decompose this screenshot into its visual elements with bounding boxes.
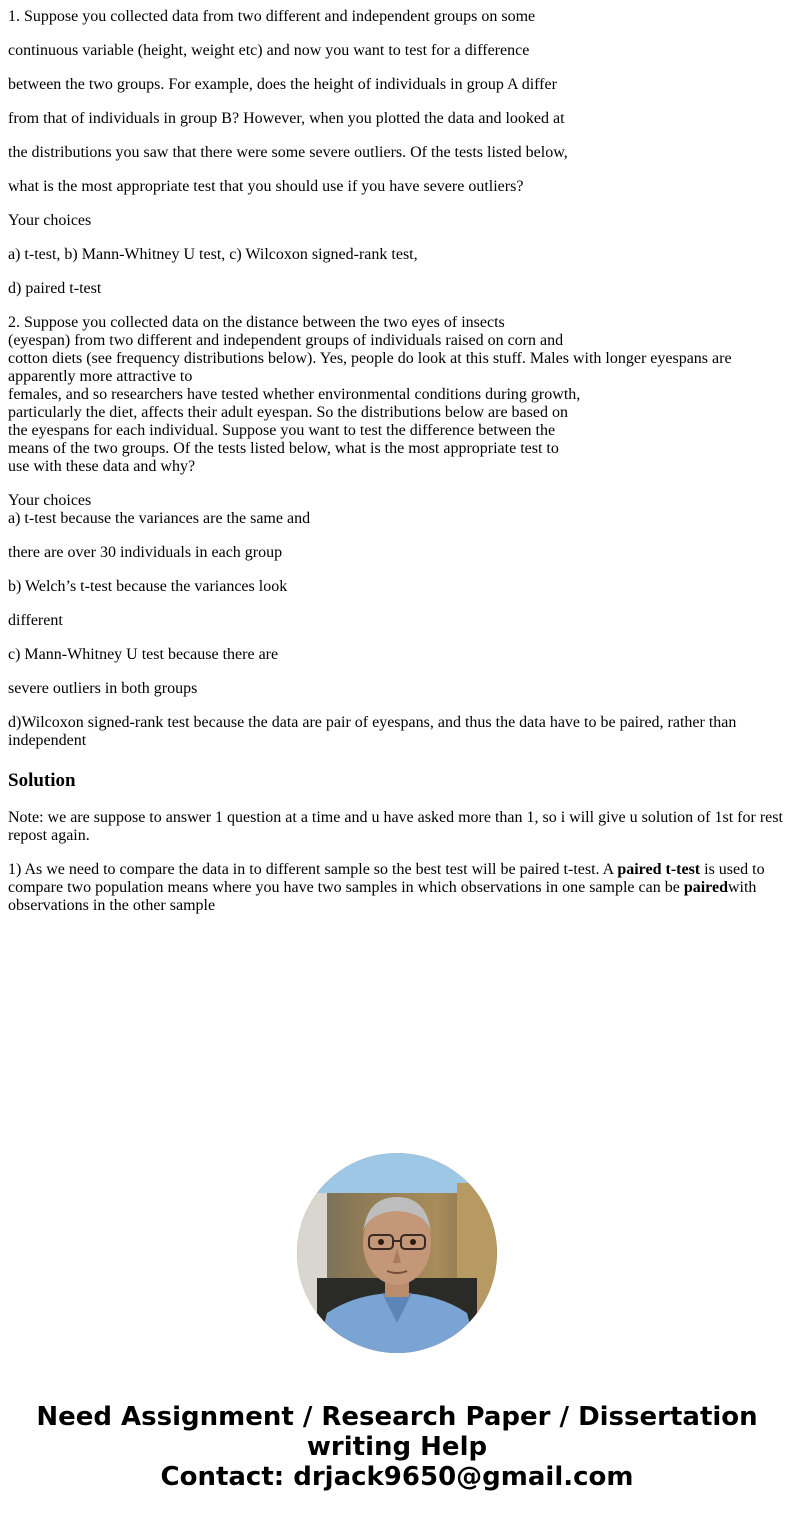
q2-line-3: cotton diets (see frequency distributions below). Yes, people do look at this stuff. Males with longer eyespans are apparently more attractive to xyxy=(8,350,732,385)
q2-line-2: (eyespan) from two different and independent groups of individuals raised on corn and xyxy=(8,332,564,349)
q2-line-7: means of the two groups. Of the tests listed below, what is the most appropriate test to xyxy=(8,440,559,457)
q1-line-1: 1. Suppose you collected data from two different and independent groups on some xyxy=(8,8,536,25)
q2-line-1: 2. Suppose you collected data on the distance between the two eyes of insects xyxy=(8,314,505,331)
q2-choices-label: Your choices xyxy=(8,492,92,509)
author-portrait-icon xyxy=(297,1153,497,1353)
q1-line-5: the distributions you saw that there were some severe outliers. Of the tests listed below, xyxy=(8,144,568,161)
q1-choices-label: Your choices xyxy=(8,212,92,229)
q1-choices-abc: a) t-test, b) Mann-Whitney U test, c) Wilcoxon signed-rank test, xyxy=(8,246,418,263)
solution-heading: Solution xyxy=(8,770,76,791)
answer-text-1: 1) As we need to compare the data in to different sample so the best test will be paired t-test. A xyxy=(8,861,618,878)
q2-choice-b-1: b) Welch’s t-test because the variances look xyxy=(8,578,288,595)
q2-line-5: particularly the diet, affects their adult eyespan. So the distributions below are based on xyxy=(8,404,568,421)
q2-choice-a-1: a) t-test because the variances are the same and xyxy=(8,510,311,527)
q2-choice-a-2: there are over 30 individuals in each group xyxy=(8,544,283,561)
answer-bold-paired-t-test: paired t-test xyxy=(617,861,701,878)
footer-line-2: writing Help xyxy=(306,1432,488,1462)
answer-bold-paired: paired xyxy=(683,879,728,896)
solution-note: Note: we are suppose to answer 1 question at a time and u have asked more than 1, so i will give u solution of 1st for rest repost again. xyxy=(8,809,783,844)
q1-choice-d: d) paired t-test xyxy=(8,280,102,297)
q1-line-3: between the two groups. For example, does the height of individuals in group A differ xyxy=(8,76,557,93)
q2-line-4: females, and so researchers have tested whether environmental conditions during growth, xyxy=(8,386,581,403)
q1-line-2: continuous variable (height, weight etc) and now you want to test for a difference xyxy=(8,42,530,59)
q2-choice-d: d)Wilcoxon signed-rank test because the data are pair of eyespans, and thus the data have to be paired, rather than independent xyxy=(8,714,737,749)
footer-contact-email: Contact: drjack9650@gmail.com xyxy=(160,1462,634,1492)
author-avatar xyxy=(297,1153,497,1353)
q2-paragraph xyxy=(8,314,788,476)
q2-choice-c-1: c) Mann-Whitney U test because there are xyxy=(8,646,279,663)
footer-line-1: Need Assignment / Research Paper / Dissertation xyxy=(36,1402,758,1432)
q2-line-6: the eyespans for each individual. Suppose you want to test the difference between the xyxy=(8,422,556,439)
answer-text-2: is used to compare two population means where you have two samples in which observations in one sample can be xyxy=(8,861,765,896)
q1-line-4: from that of individuals in group B? However, when you plotted the data and looked at xyxy=(8,110,565,127)
solution-answer xyxy=(8,861,788,915)
q2-line-8: use with these data and why? xyxy=(8,458,196,475)
q1-line-6: what is the most appropriate test that you should use if you have severe outliers? xyxy=(8,178,524,195)
q2-choice-b-2: different xyxy=(8,612,63,629)
footer-contact xyxy=(0,1402,794,1492)
answer-text-3: with observations in the other sample xyxy=(8,879,757,914)
q2-choice-c-2: severe outliers in both groups xyxy=(8,680,198,697)
